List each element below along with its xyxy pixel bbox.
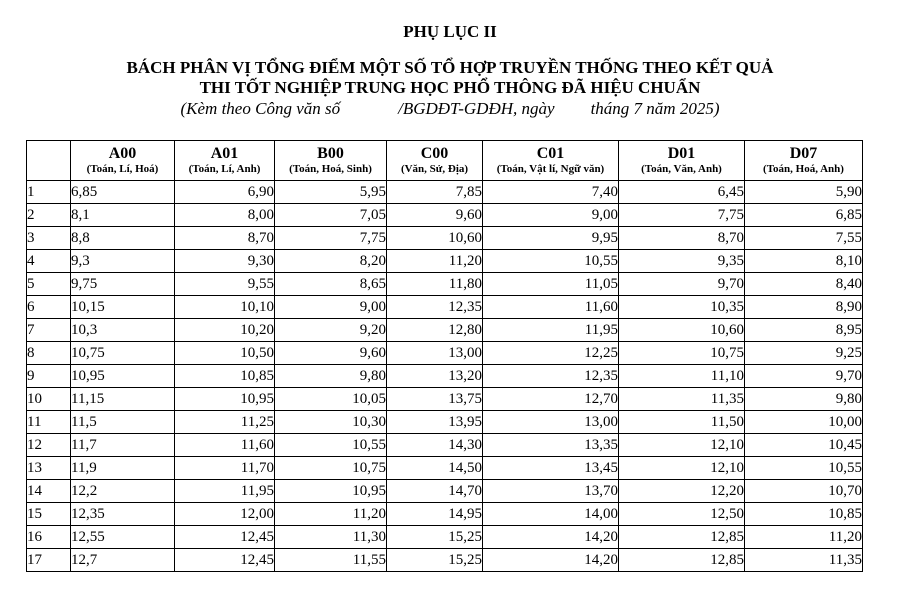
column-header-c01: [483, 141, 619, 181]
column-code: A01: [210, 145, 239, 162]
score-cell-c01: 13,45: [483, 457, 619, 480]
column-subjects: (Toán, Hoá, Sinh): [289, 163, 372, 175]
score-cell-d01: 9,70: [619, 273, 745, 296]
table-row: [27, 181, 863, 204]
score-cell-c00: 11,80: [387, 273, 483, 296]
title-line-1: BÁCH PHÂN VỊ TỔNG ĐIỂM MỘT SỐ TỔ HỢP TRUYỀN THỐNG THEO KẾT QUẢ: [126, 58, 774, 77]
score-cell-d07: 11,20: [745, 526, 863, 549]
score-cell-a01: 12,00: [175, 503, 275, 526]
score-cell-a01: 9,55: [175, 273, 275, 296]
title-line-2: THI TỐT NGHIỆP TRUNG HỌC PHỔ THÔNG ĐÃ HIỆU CHUẨN: [199, 78, 701, 97]
table-row: [27, 319, 863, 342]
score-cell-c01: 10,55: [483, 250, 619, 273]
table-row: [27, 365, 863, 388]
score-cell-d07: 10,45: [745, 434, 863, 457]
score-cell-d01: 6,45: [619, 181, 745, 204]
score-cell-c01: 13,70: [483, 480, 619, 503]
score-cell-c00: 15,25: [387, 526, 483, 549]
document-subtitle: [0, 99, 900, 119]
score-cell-c00: 11,20: [387, 250, 483, 273]
subtitle-part-3: tháng 7 năm 2025): [590, 99, 720, 118]
score-cell-a01: 11,25: [175, 411, 275, 434]
score-cell-c01: 14,20: [483, 526, 619, 549]
document-title: [0, 58, 900, 98]
score-cell-b00: 5,95: [275, 181, 387, 204]
score-cell-c01: 11,95: [483, 319, 619, 342]
rank-cell: 5: [27, 273, 71, 296]
score-cell-c01: 7,40: [483, 181, 619, 204]
score-cell-a01: 12,45: [175, 526, 275, 549]
score-cell-d07: 8,40: [745, 273, 863, 296]
rank-cell: 4: [27, 250, 71, 273]
score-cell-a00: 11,7: [71, 434, 175, 457]
score-cell-d01: 12,85: [619, 526, 745, 549]
score-cell-d01: 11,50: [619, 411, 745, 434]
score-cell-c00: 14,70: [387, 480, 483, 503]
table-row: [27, 434, 863, 457]
score-cell-d07: 7,55: [745, 227, 863, 250]
score-cell-c00: 9,60: [387, 204, 483, 227]
rank-cell: 7: [27, 319, 71, 342]
table-row: [27, 227, 863, 250]
table-row: [27, 411, 863, 434]
column-subjects: (Toán, Lí, Anh): [188, 163, 261, 175]
score-cell-c01: 14,00: [483, 503, 619, 526]
score-cell-b00: 8,65: [275, 273, 387, 296]
column-header-a01: [175, 141, 275, 181]
column-code: B00: [317, 145, 344, 162]
column-header-d01: [619, 141, 745, 181]
score-cell-d01: 7,75: [619, 204, 745, 227]
score-cell-c00: 15,25: [387, 549, 483, 572]
rank-cell: 3: [27, 227, 71, 250]
score-cell-c01: 14,20: [483, 549, 619, 572]
score-cell-a01: 10,95: [175, 388, 275, 411]
column-code: A00: [108, 145, 137, 162]
score-cell-b00: 7,75: [275, 227, 387, 250]
rank-cell: 1: [27, 181, 71, 204]
score-cell-c01: 12,35: [483, 365, 619, 388]
rank-cell: 8: [27, 342, 71, 365]
table-row: [27, 503, 863, 526]
table-row: [27, 342, 863, 365]
score-cell-c00: 13,95: [387, 411, 483, 434]
score-cell-d07: 5,90: [745, 181, 863, 204]
score-cell-b00: 9,60: [275, 342, 387, 365]
score-cell-d01: 12,50: [619, 503, 745, 526]
rank-cell: 11: [27, 411, 71, 434]
score-cell-d07: 8,90: [745, 296, 863, 319]
column-subjects: (Toán, Vật lí, Ngữ văn): [496, 163, 605, 175]
rank-cell: 2: [27, 204, 71, 227]
score-cell-a00: 8,1: [71, 204, 175, 227]
column-header-b00: [275, 141, 387, 181]
score-cell-a00: 9,3: [71, 250, 175, 273]
table-row: [27, 526, 863, 549]
score-cell-c00: 10,60: [387, 227, 483, 250]
score-cell-b00: 9,00: [275, 296, 387, 319]
score-cell-a00: 6,85: [71, 181, 175, 204]
score-cell-a01: 10,50: [175, 342, 275, 365]
score-cell-c01: 12,25: [483, 342, 619, 365]
table-row: [27, 457, 863, 480]
score-cell-b00: 10,30: [275, 411, 387, 434]
column-header-c00: [387, 141, 483, 181]
table-row: [27, 296, 863, 319]
score-cell-b00: 9,80: [275, 365, 387, 388]
score-cell-d01: 12,10: [619, 457, 745, 480]
table-row: [27, 204, 863, 227]
score-cell-b00: 9,20: [275, 319, 387, 342]
score-cell-a00: 10,95: [71, 365, 175, 388]
score-cell-c01: 13,00: [483, 411, 619, 434]
score-cell-c01: 13,35: [483, 434, 619, 457]
score-cell-b00: 10,55: [275, 434, 387, 457]
score-cell-a01: 10,85: [175, 365, 275, 388]
table-row: [27, 388, 863, 411]
rank-cell: 14: [27, 480, 71, 503]
column-code: D01: [667, 145, 696, 162]
column-header-d07: [745, 141, 863, 181]
score-cell-a01: 10,10: [175, 296, 275, 319]
score-cell-d01: 10,75: [619, 342, 745, 365]
score-cell-a01: 12,45: [175, 549, 275, 572]
table-header-row: [27, 141, 863, 181]
score-cell-a00: 9,75: [71, 273, 175, 296]
score-cell-d07: 9,70: [745, 365, 863, 388]
column-subjects: (Toán, Lí, Hoá): [86, 163, 159, 175]
score-cell-d01: 8,70: [619, 227, 745, 250]
score-cell-a01: 11,60: [175, 434, 275, 457]
score-cell-d01: 10,60: [619, 319, 745, 342]
score-cell-c01: 12,70: [483, 388, 619, 411]
score-cell-c00: 13,00: [387, 342, 483, 365]
score-cell-d01: 9,35: [619, 250, 745, 273]
score-cell-c00: 14,30: [387, 434, 483, 457]
score-cell-a00: 12,2: [71, 480, 175, 503]
score-cell-a00: 10,3: [71, 319, 175, 342]
score-cell-a00: 11,15: [71, 388, 175, 411]
score-cell-c00: 13,75: [387, 388, 483, 411]
score-cell-d01: 11,35: [619, 388, 745, 411]
score-cell-d07: 10,55: [745, 457, 863, 480]
score-cell-d01: 12,10: [619, 434, 745, 457]
score-cell-d07: 9,80: [745, 388, 863, 411]
score-cell-a00: 10,15: [71, 296, 175, 319]
score-cell-c01: 11,60: [483, 296, 619, 319]
column-subjects: (Văn, Sử, Địa): [400, 163, 469, 175]
score-cell-c00: 12,35: [387, 296, 483, 319]
score-cell-d07: 11,35: [745, 549, 863, 572]
score-cell-a01: 6,90: [175, 181, 275, 204]
score-cell-c00: 14,95: [387, 503, 483, 526]
score-cell-b00: 10,05: [275, 388, 387, 411]
score-cell-a00: 11,9: [71, 457, 175, 480]
score-cell-a01: 9,30: [175, 250, 275, 273]
score-cell-a00: 8,8: [71, 227, 175, 250]
column-header-a00: [71, 141, 175, 181]
percentile-table: [26, 140, 863, 572]
score-cell-c00: 7,85: [387, 181, 483, 204]
score-cell-b00: 10,95: [275, 480, 387, 503]
score-cell-d07: 8,10: [745, 250, 863, 273]
score-cell-b00: 11,30: [275, 526, 387, 549]
score-cell-b00: 11,20: [275, 503, 387, 526]
score-cell-b00: 8,20: [275, 250, 387, 273]
table-row: [27, 480, 863, 503]
table-body: [27, 181, 863, 572]
rank-cell: 9: [27, 365, 71, 388]
rank-cell: 12: [27, 434, 71, 457]
score-cell-d07: 10,70: [745, 480, 863, 503]
rank-cell: 17: [27, 549, 71, 572]
table-row: [27, 250, 863, 273]
score-cell-d07: 6,85: [745, 204, 863, 227]
score-cell-a00: 12,35: [71, 503, 175, 526]
score-cell-a00: 10,75: [71, 342, 175, 365]
score-cell-c01: 9,95: [483, 227, 619, 250]
score-cell-d07: 10,00: [745, 411, 863, 434]
score-cell-b00: 10,75: [275, 457, 387, 480]
rank-cell: 16: [27, 526, 71, 549]
score-cell-a01: 11,95: [175, 480, 275, 503]
score-cell-d07: 10,85: [745, 503, 863, 526]
score-cell-d07: 9,25: [745, 342, 863, 365]
score-cell-a01: 8,00: [175, 204, 275, 227]
score-cell-a00: 12,55: [71, 526, 175, 549]
score-cell-d01: 10,35: [619, 296, 745, 319]
rank-header: [27, 141, 71, 181]
score-cell-c01: 9,00: [483, 204, 619, 227]
table-row: [27, 273, 863, 296]
rank-cell: 6: [27, 296, 71, 319]
table-row: [27, 549, 863, 572]
subtitle-part-2: /BGDĐT-GDĐH, ngày: [398, 99, 555, 118]
score-cell-a01: 10,20: [175, 319, 275, 342]
rank-cell: 10: [27, 388, 71, 411]
score-cell-d01: 11,10: [619, 365, 745, 388]
column-subjects: (Toán, Hoá, Anh): [763, 163, 844, 175]
score-cell-a01: 8,70: [175, 227, 275, 250]
score-cell-a00: 12,7: [71, 549, 175, 572]
score-cell-d01: 12,20: [619, 480, 745, 503]
rank-cell: 13: [27, 457, 71, 480]
score-cell-d07: 8,95: [745, 319, 863, 342]
score-cell-b00: 11,55: [275, 549, 387, 572]
column-code: C01: [536, 145, 565, 162]
subtitle-part-1: (Kèm theo Công văn số: [180, 99, 341, 118]
rank-cell: 15: [27, 503, 71, 526]
score-cell-c00: 12,80: [387, 319, 483, 342]
score-cell-a00: 11,5: [71, 411, 175, 434]
score-cell-a01: 11,70: [175, 457, 275, 480]
score-cell-d01: 12,85: [619, 549, 745, 572]
column-subjects: (Toán, Văn, Anh): [641, 163, 722, 175]
score-cell-b00: 7,05: [275, 204, 387, 227]
column-code: D07: [789, 145, 818, 162]
column-code: C00: [420, 145, 449, 162]
score-cell-c00: 14,50: [387, 457, 483, 480]
score-cell-c00: 13,20: [387, 365, 483, 388]
score-cell-c01: 11,05: [483, 273, 619, 296]
appendix-title: PHỤ LỤC II: [403, 22, 497, 41]
